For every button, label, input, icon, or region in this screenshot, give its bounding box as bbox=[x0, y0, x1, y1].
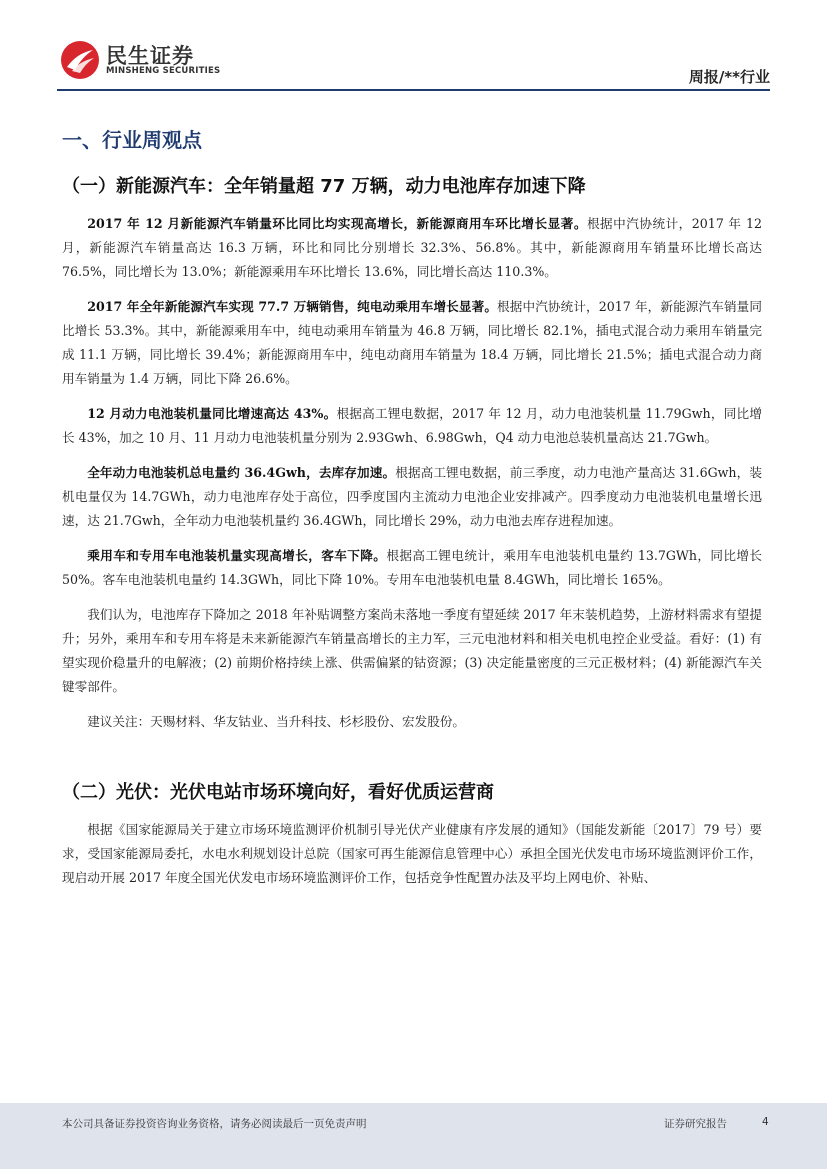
section-title: 一、行业周观点 bbox=[62, 128, 202, 152]
subsection-title-pv: （二）光伏：光伏电站市场环境向好，看好优质运营商 bbox=[62, 782, 494, 803]
main-content bbox=[62, 122, 762, 901]
page-footer bbox=[0, 1103, 827, 1169]
footer-disclaimer: 本公司具备证券投资咨询业务资格，请务必阅读最后一页免责声明 bbox=[62, 1118, 367, 1130]
paragraph-text: 根据中汽协统计，2017 年，新能源汽车销量同比增长 53.3%。其中，新能源乘用车中，纯电动乘用车销量为 46.8 万辆，同比增长 82.1%，插电式混合动力乘用车销量完成 11.1 万辆，同比增长 39.4%；新能源商用车中，纯电动商用车销量为 18.4 万辆，同比增长 21.5%；插电式混合动力商用车销量为 1.4 万辆，同比下降 26.6%。 bbox=[62, 299, 762, 386]
paragraph-annual-battery bbox=[62, 461, 762, 533]
brand-name-en: MINSHENG SECURITIES bbox=[106, 66, 221, 76]
header-divider bbox=[57, 89, 770, 91]
paragraph-text: 根据中汽协统计，2017 年 12 月，新能源汽车销量高达 16.3 万辆，环比和同比分别增长 32.3%、56.8%。其中，新能源商用车销量环比增长高达 76.5%，同比增长为 13.0%；新能源乘用车环比增长 13.6%，同比增长高达 110.3%。 bbox=[62, 216, 762, 279]
minsheng-logo-icon bbox=[60, 40, 100, 80]
paragraph-dec-battery bbox=[62, 402, 762, 450]
paragraph-annual-sales bbox=[62, 295, 762, 391]
paragraph-lead: 2017 年全年新能源汽车实现 77.7 万辆销售，纯电动乘用车增长显著。 bbox=[87, 299, 498, 314]
paragraph-dec-sales bbox=[62, 212, 762, 284]
paragraph-text: 根据高工锂电统计，乘用车电池装机电量约 13.7GWh，同比增长 50%。客车电池装机电量约 14.3GWh，同比下降 10%。专用车电池装机电量 8.4GWh，同比增长 165%。 bbox=[62, 548, 763, 587]
paragraph-lead: 全年动力电池装机总电量约 36.4Gwh，去库存加速。 bbox=[87, 465, 396, 480]
paragraph-vehicle-battery bbox=[62, 544, 762, 592]
page-header bbox=[0, 0, 827, 90]
paragraph-recommendation bbox=[62, 710, 762, 734]
paragraph-lead: 12 月动力电池装机量同比增速高达 43%。 bbox=[87, 406, 337, 421]
report-type-label: 周报/**行业 bbox=[688, 68, 770, 86]
paragraph-text: 根据高工锂电数据，2017 年 12 月，动力电池装机量 11.79Gwh，同比增长 43%，加之 10 月、11 月动力电池装机量分别为 2.93Gwh、6.98Gwh，Q4 动力电池总装机量高达 21.7Gwh。 bbox=[62, 406, 763, 445]
paragraph-text: 建议关注：天赐材料、华友钴业、当升科技、杉杉股份、宏发股份。 bbox=[87, 714, 465, 729]
paragraph-text: 我们认为，电池库存下降加之 2018 年补贴调整方案尚未落地一季度有望延续 2017 年末装机趋势，上游材料需求有望提升；另外，乘用车和专用车将是未来新能源汽车销量高增长的主力军，三元电池材料和相关电机电控企业受益。看好：(1) 有望实现价稳量升的电解液；(2) 前期价格持续上涨、供需偏紧的钴资源；(3) 决定能量密度的三元正极材料；(4) 新能源汽车关键零部件。 bbox=[62, 607, 762, 694]
paragraph-lead: 2017 年 12 月新能源汽车销量环比同比均实现高增长，新能源商用车环比增长显著。 bbox=[87, 216, 587, 231]
brand-name-cn: 民生证券 bbox=[106, 44, 194, 68]
paragraph-outlook bbox=[62, 603, 762, 699]
paragraph-text: 根据高工锂电数据，前三季度，动力电池产量高达 31.6Gwh，装机电量仅为 14.7GWh，动力电池库存处于高位，四季度国内主流动力电池企业安排减产。四季度动力电池装机电量增长迅速，达 21.7Gwh，全年动力电池装机量约 36.4GWh，同比增长 29%，动力电池去库存进程加速。 bbox=[62, 465, 762, 528]
footer-report-label: 证券研究报告 bbox=[664, 1118, 727, 1130]
paragraph-pv: 根据《国家能源局关于建立市场环境监测评价机制引导光伏产业健康有序发展的通知》（国能发新能〔2017〕79 号）要求，受国家能源局委托，水电水利规划设计总院（国家可再生能源信息管理中心）承担全国光伏发电市场环境监测评价工作，现启动开展 2017 年度全国光伏发电市场环境监测评价工作，包括竞争性配置办法及平均上网电价、补贴、 bbox=[62, 822, 762, 885]
page-number: 4 bbox=[762, 1116, 769, 1128]
subsection-title-nev: （一）新能源汽车：全年销量超 77 万辆，动力电池库存加速下降 bbox=[62, 176, 586, 197]
paragraph-lead: 乘用车和专用车电池装机量实现高增长，客车下降。 bbox=[87, 548, 387, 563]
